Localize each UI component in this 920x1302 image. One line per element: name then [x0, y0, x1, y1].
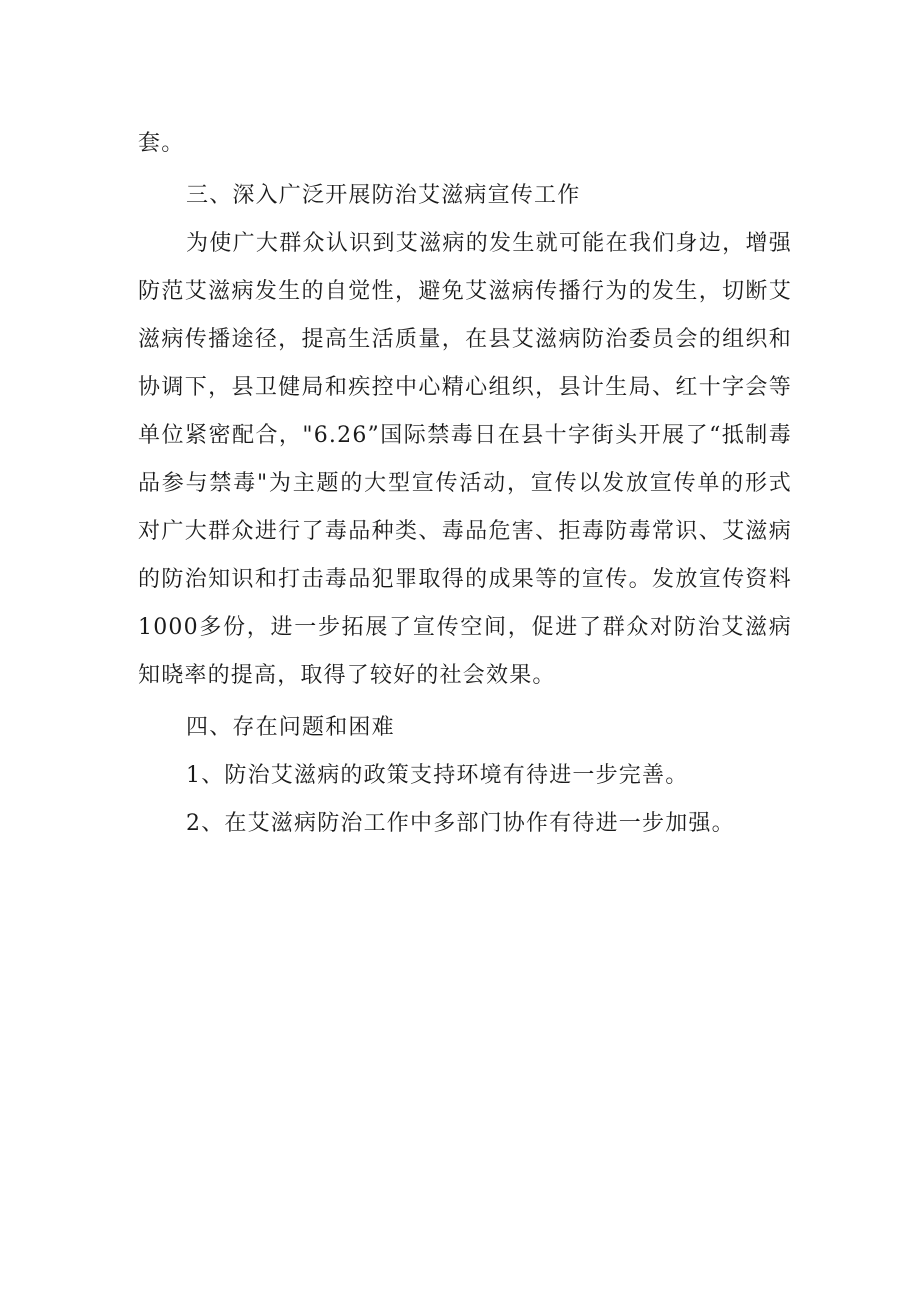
- section-3-heading: 三、深入广泛开展防治艾滋病宣传工作: [186, 183, 581, 208]
- document-body: [138, 120, 792, 848]
- carryover-text: 套。: [138, 131, 185, 156]
- problem-item-1: 1、防治艾滋病的政策支持环境有待进一步完善。: [186, 763, 689, 788]
- section-4-heading: 四、存在问题和困难: [186, 715, 395, 740]
- problem-item-2: 2、在艾滋病防治工作中多部门协作有待进一步加强。: [186, 811, 735, 836]
- section-3-paragraph: 为使广大群众认识到艾滋病的发生就可能在我们身边，增强防范艾滋病发生的自觉性，避免艾滋病传播行为的发生，切断艾滋病传播途径，提高生活质量，在县艾滋病防治委员会的组织和协调下，县卫健局和疾控中心精心组织，县计生局、红十字会等单位紧密配合，"6.26”国际禁毒日在县十字街头开展了“抵制毒品参与禁毒"为主题的大型宣传活动，宣传以发放宣传单的形式对广大群众进行了毒品种类、毒品危害、拒毒防毒常识、艾滋病的防治知识和打击毒品犯罪取得的成果等的宣传。发放宣传资料1000多份，进一步拓展了宣传空间，促进了群众对防治艾滋病知晓率的提高，取得了较好的社会效果。: [138, 231, 792, 688]
